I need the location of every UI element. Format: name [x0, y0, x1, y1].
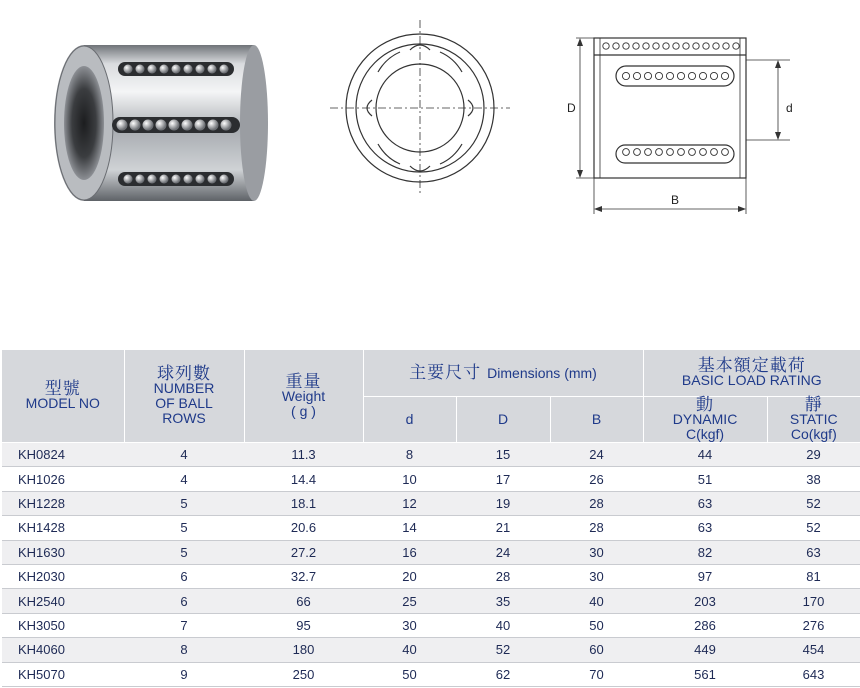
cell-d: 30	[363, 613, 456, 637]
cell-d: 8	[363, 443, 456, 467]
bearing-figures	[0, 0, 860, 330]
cell-B: 70	[550, 662, 643, 686]
bearing-photo	[54, 45, 268, 201]
side-view-drawing	[576, 38, 790, 214]
header-weight	[244, 350, 363, 443]
cell-weight: 32.7	[244, 564, 363, 588]
header-static-cjk: 靜	[804, 395, 823, 414]
cell-d: 50	[363, 662, 456, 686]
cell-static: 454	[767, 638, 860, 662]
cell-static: 38	[767, 467, 860, 491]
cell-d: 20	[363, 564, 456, 588]
cell-B: 30	[550, 540, 643, 564]
header-static-en: STATIC	[789, 411, 838, 427]
cell-D: 17	[456, 467, 550, 491]
table-row	[2, 516, 860, 540]
label-d: d	[786, 101, 793, 115]
cell-model: KH5070	[2, 662, 124, 686]
header-dim-D: D	[456, 397, 550, 443]
cell-d: 12	[363, 491, 456, 515]
header-weight-en: Weight	[281, 387, 326, 404]
cell-model: KH1228	[2, 491, 124, 515]
table-row	[2, 638, 860, 662]
header-weight-unit: ( g )	[291, 402, 316, 419]
cell-ball-rows: 6	[124, 564, 244, 588]
header-rows-en-3: ROWS	[162, 410, 206, 426]
cell-static: 52	[767, 491, 860, 515]
cell-B: 40	[550, 589, 643, 613]
header-load-cjk: 基本額定載荷	[697, 356, 806, 375]
cell-d: 25	[363, 589, 456, 613]
header-model-en: MODEL NO	[25, 395, 100, 411]
cell-ball-rows: 7	[124, 613, 244, 637]
header-static-unit: Co(kgf)	[790, 426, 837, 442]
header-dynamic-unit: C(kgf)	[685, 426, 725, 442]
spec-table	[2, 350, 860, 687]
header-rows-en-1: NUMBER	[153, 380, 215, 396]
cell-static: 29	[767, 443, 860, 467]
cell-ball-rows: 4	[124, 467, 244, 491]
cell-weight: 20.6	[244, 516, 363, 540]
table-row	[2, 540, 860, 564]
cell-ball-rows: 8	[124, 638, 244, 662]
cell-weight: 180	[244, 638, 363, 662]
cell-B: 28	[550, 491, 643, 515]
cell-d: 10	[363, 467, 456, 491]
cell-D: 40	[456, 613, 550, 637]
cell-d: 16	[363, 540, 456, 564]
header-dim-d: d	[363, 397, 456, 443]
cell-dynamic: 561	[643, 662, 767, 686]
cell-model: KH3050	[2, 613, 124, 637]
cell-model: KH1026	[2, 467, 124, 491]
cell-ball-rows: 5	[124, 516, 244, 540]
cell-weight: 18.1	[244, 491, 363, 515]
cell-dynamic: 203	[643, 589, 767, 613]
cell-static: 81	[767, 564, 860, 588]
cell-B: 30	[550, 564, 643, 588]
header-dynamic-en: DYNAMIC	[672, 411, 738, 427]
table-row	[2, 443, 860, 467]
cell-dynamic: 44	[643, 443, 767, 467]
header-dims-en: Dimensions (mm)	[487, 365, 597, 381]
table-row	[2, 662, 860, 686]
cell-weight: 14.4	[244, 467, 363, 491]
cell-dynamic: 82	[643, 540, 767, 564]
cell-B: 60	[550, 638, 643, 662]
cell-B: 24	[550, 443, 643, 467]
cell-d: 40	[363, 638, 456, 662]
header-model	[2, 350, 124, 443]
cell-dynamic: 51	[643, 467, 767, 491]
header-static	[767, 397, 860, 443]
cell-ball-rows: 4	[124, 443, 244, 467]
cell-B: 26	[550, 467, 643, 491]
cell-model: KH4060	[2, 638, 124, 662]
header-dynamic	[643, 397, 767, 443]
header-model-cjk: 型號	[44, 379, 81, 398]
cell-weight: 11.3	[244, 443, 363, 467]
cell-model: KH0824	[2, 443, 124, 467]
table-row	[2, 491, 860, 515]
cell-B: 50	[550, 613, 643, 637]
cell-dynamic: 286	[643, 613, 767, 637]
table-row	[2, 613, 860, 637]
cell-static: 52	[767, 516, 860, 540]
header-dynamic-cjk: 動	[696, 395, 715, 414]
cell-model: KH1428	[2, 516, 124, 540]
header-rows-cjk: 球列數	[157, 364, 211, 383]
cell-model: KH2030	[2, 564, 124, 588]
cell-model: KH2540	[2, 589, 124, 613]
table-row	[2, 589, 860, 613]
header-dim-B: B	[550, 397, 643, 443]
cell-static: 643	[767, 662, 860, 686]
label-B: B	[671, 193, 680, 207]
cell-ball-rows: 5	[124, 540, 244, 564]
table-row	[2, 467, 860, 491]
header-dims-cjk: 主要尺寸	[409, 363, 482, 382]
spec-table-body	[2, 443, 860, 687]
cell-D: 28	[456, 564, 550, 588]
cell-dynamic: 97	[643, 564, 767, 588]
header-ball-rows	[124, 350, 244, 443]
cell-D: 15	[456, 443, 550, 467]
cell-D: 19	[456, 491, 550, 515]
cell-D: 21	[456, 516, 550, 540]
cell-D: 35	[456, 589, 550, 613]
cell-weight: 66	[244, 589, 363, 613]
table-row	[2, 564, 860, 588]
header-rows-en-2: OF BALL	[155, 395, 213, 411]
cell-D: 52	[456, 638, 550, 662]
cell-dynamic: 449	[643, 638, 767, 662]
cell-weight: 95	[244, 613, 363, 637]
end-view-drawing	[330, 20, 510, 196]
cell-model: KH1630	[2, 540, 124, 564]
cell-D: 24	[456, 540, 550, 564]
header-load-rating	[643, 350, 860, 397]
cell-ball-rows: 5	[124, 491, 244, 515]
cell-dynamic: 63	[643, 491, 767, 515]
cell-static: 170	[767, 589, 860, 613]
cell-d: 14	[363, 516, 456, 540]
cell-static: 63	[767, 540, 860, 564]
cell-dynamic: 63	[643, 516, 767, 540]
cell-static: 276	[767, 613, 860, 637]
header-load-en: BASIC LOAD RATING	[681, 372, 822, 388]
cell-weight: 27.2	[244, 540, 363, 564]
header-weight-cjk: 重量	[285, 371, 322, 391]
cell-B: 28	[550, 516, 643, 540]
label-D: D	[567, 101, 576, 115]
cell-ball-rows: 6	[124, 589, 244, 613]
header-dimensions	[363, 350, 643, 397]
cell-D: 62	[456, 662, 550, 686]
cell-ball-rows: 9	[124, 662, 244, 686]
cell-weight: 250	[244, 662, 363, 686]
